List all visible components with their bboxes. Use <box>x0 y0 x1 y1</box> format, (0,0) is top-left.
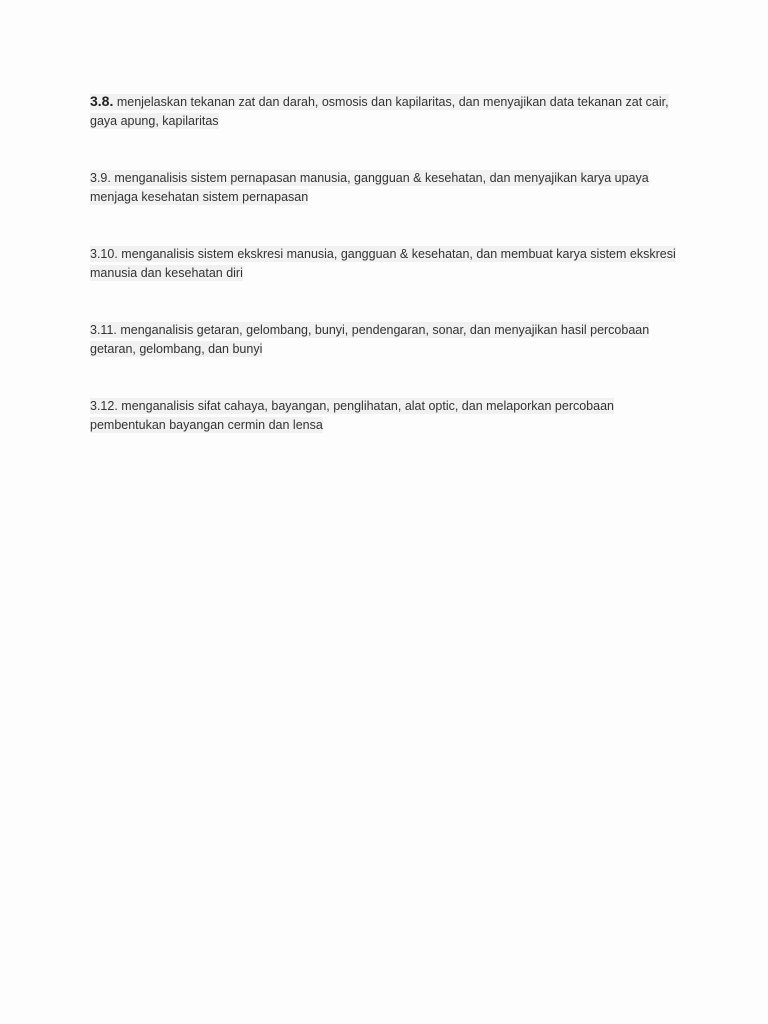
item-number: 3.9. <box>90 171 111 185</box>
item-text: menganalisis sistem pernapasan manusia, gangguan & kesehatan, dan menyajikan karya upaya menjaga kesehatan sistem pernapasan <box>90 171 649 204</box>
item-text: menganalisis sifat cahaya, bayangan, penglihatan, alat optic, dan melaporkan percobaan pembentukan bayangan cermin dan lensa <box>90 399 614 432</box>
item-text: menganalisis sistem ekskresi manusia, gangguan & kesehatan, dan membuat karya sistem ekskresi manusia dan kesehatan diri <box>90 247 676 280</box>
document-page <box>90 92 680 473</box>
competency-item-3-11 <box>90 321 680 359</box>
competency-item-3-10 <box>90 245 680 283</box>
competency-item-3-12 <box>90 397 680 435</box>
competency-item-3-9 <box>90 169 680 207</box>
item-number: 3.8. <box>90 93 114 109</box>
item-number: 3.11. <box>90 323 117 337</box>
item-number: 3.12. <box>90 399 118 413</box>
item-text: menjelaskan tekanan zat dan darah, osmosis dan kapilaritas, dan menyajikan data tekanan zat cair, gaya apung, kapilaritas <box>90 95 669 128</box>
item-text: menganalisis getaran, gelombang, bunyi, pendengaran, sonar, dan menyajikan hasil percobaan getaran, gelombang, dan bunyi <box>90 323 650 356</box>
item-number: 3.10. <box>90 247 118 261</box>
competency-item-3-8 <box>90 92 680 131</box>
